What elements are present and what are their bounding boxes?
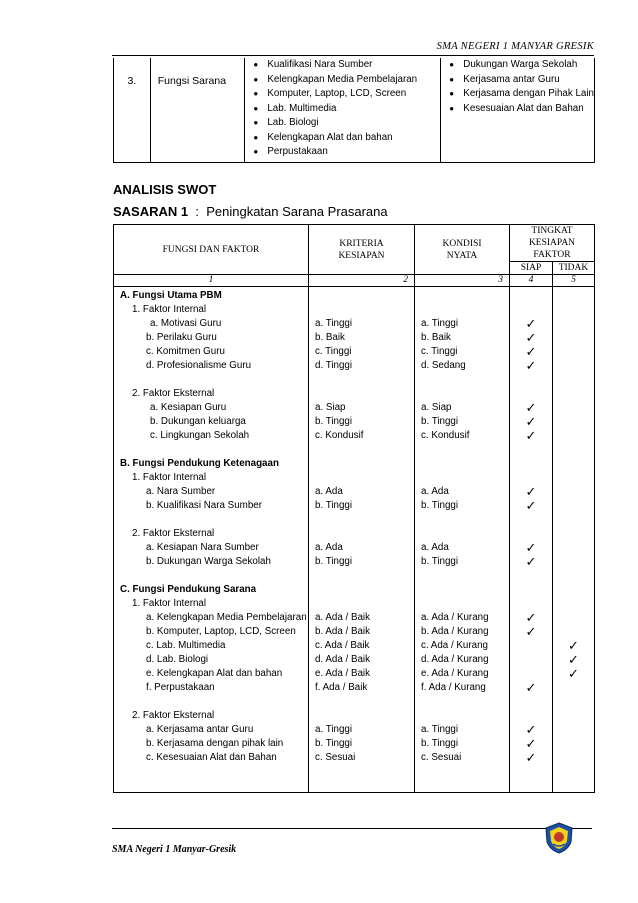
swot-table (113, 224, 595, 793)
header-rule (112, 55, 594, 56)
footer-rule (112, 828, 592, 829)
list-item: ● Komputer, Laptop, LCD, Screen (253, 87, 440, 102)
top-table (113, 58, 595, 163)
kriteria-value: d. Tinggi (315, 360, 353, 371)
factor-label: c. Komitmen Guru (146, 346, 225, 357)
col-header-kondisi-line: KONDISI (442, 238, 482, 249)
row-number: 3. (127, 75, 137, 87)
kondisi-value (421, 303, 509, 317)
check-mark-siap: ✓ (525, 400, 537, 415)
sasaran-text: Peningkatan Sarana Prasarana (206, 204, 388, 219)
kondisi-value: a. Ada (421, 486, 449, 497)
kriteria-value (315, 471, 414, 485)
kriteria-value (315, 387, 414, 401)
row-label: Fungsi Sarana (157, 75, 227, 87)
analysis-title: ANALISIS SWOT (113, 182, 217, 197)
kondisi-value: b. Tinggi (421, 416, 459, 427)
body-row (114, 287, 595, 793)
check-mark-tidak: ✓ (568, 652, 579, 667)
kondisi-value: a. Tinggi (421, 318, 459, 329)
factor-label: b. Perilaku Guru (146, 332, 217, 343)
kriteria-value: a. Ada (315, 542, 343, 553)
kriteria-value: b. Baik (315, 332, 345, 343)
kondisi-value: b. Tinggi (421, 738, 459, 749)
empty-cell (553, 415, 594, 429)
factor-label (120, 569, 308, 583)
empty-cell (510, 289, 552, 303)
kondisi-value: b. Tinggi (421, 556, 459, 567)
empty-cell (510, 457, 552, 471)
factor-label: b. Komputer, Laptop, LCD, Screen (146, 626, 296, 637)
kriteria-value (315, 289, 414, 303)
kriteria-value (315, 513, 414, 527)
factor-label: b. Dukungan Warga Sekolah (146, 556, 271, 567)
kriteria-column (309, 287, 415, 793)
col-header-siap: SIAP (510, 262, 553, 275)
kondisi-value: c. Sesuai (421, 752, 462, 763)
col-number: 1 (114, 275, 309, 287)
kriteria-value (315, 569, 414, 583)
col-header-tingkat-line: TINGKAT (531, 226, 573, 236)
kondisi-value: a. Ada (421, 542, 449, 553)
sasaran-line (113, 204, 388, 219)
factor-label: C. Fungsi Pendukung Sarana (120, 584, 257, 595)
empty-cell (510, 653, 552, 667)
empty-cell (510, 527, 552, 541)
empty-cell (553, 527, 594, 541)
empty-cell (553, 317, 594, 331)
empty-cell (553, 499, 594, 513)
school-logo-icon (544, 822, 574, 854)
empty-cell (553, 611, 594, 625)
conditions-list (441, 58, 594, 116)
kriteria-value: a. Ada / Baik (315, 612, 371, 623)
sasaran-separator: : (195, 204, 199, 219)
kondisi-value (421, 583, 509, 597)
factor-label: b. Kualifikasi Nara Sumber (146, 500, 262, 511)
empty-cell (510, 709, 552, 723)
kriteria-value: a. Siap (315, 402, 346, 413)
empty-cell (553, 541, 594, 555)
kondisi-value: f. Ada / Kurang (421, 682, 486, 693)
empty-cell (553, 555, 594, 569)
empty-cell (553, 583, 594, 597)
factor-label: a. Kerjasama antar Guru (146, 724, 254, 735)
empty-cell (553, 331, 594, 345)
empty-cell (510, 695, 552, 709)
kondisi-value (421, 695, 509, 709)
sasaran-label: SASARAN 1 (113, 204, 189, 219)
kondisi-value: d. Sedang (421, 360, 466, 371)
col-number: 2 (309, 275, 415, 287)
kriteria-value: b. Tinggi (315, 738, 353, 749)
empty-cell (553, 359, 594, 373)
empty-cell (553, 513, 594, 527)
list-item: ● Kesesuaian Alat dan Bahan (449, 102, 594, 117)
list-item: ● Lab. Biologi (253, 116, 440, 131)
kriteria-value: e. Ada / Baik (315, 668, 371, 679)
empty-cell (510, 667, 552, 681)
empty-cell (553, 597, 594, 611)
factor-label: f. Perpustakaan (146, 682, 215, 693)
kondisi-value (421, 569, 509, 583)
fungsi-column (114, 287, 309, 793)
factor-label: 2. Faktor Eksternal (132, 528, 215, 539)
empty-cell (510, 471, 552, 485)
check-mark-siap: ✓ (525, 414, 537, 429)
kriteria-value: a. Tinggi (315, 724, 353, 735)
factor-label: a. Kelengkapan Media Pembelajaran (146, 612, 307, 623)
col-header-kriteria (309, 225, 415, 275)
kondisi-value (421, 597, 509, 611)
factor-label: 1. Faktor Internal (132, 598, 207, 609)
check-mark-siap: ✓ (525, 428, 537, 443)
siap-column (510, 287, 553, 793)
kondisi-value: c. Ada / Kurang (421, 640, 488, 651)
kondisi-value: b. Tinggi (421, 500, 459, 511)
factor-label: 2. Faktor Eksternal (132, 710, 215, 721)
factor-label: a. Nara Sumber (146, 486, 216, 497)
list-item: ● Kelengkapan Alat dan bahan (253, 131, 440, 146)
kondisi-value (421, 443, 509, 457)
list-item: ● Perpustakaan (253, 145, 440, 160)
col-header-tidak: TIDAK (553, 262, 595, 275)
factor-label: d. Profesionalisme Guru (146, 360, 252, 371)
kondisi-value (421, 527, 509, 541)
col-header-tingkat-line: KESIAPAN (528, 238, 576, 248)
kriteria-value: a. Tinggi (315, 318, 353, 329)
col-number: 4 (510, 275, 553, 287)
factor-label: b. Dukungan keluarga (150, 416, 246, 427)
kriteria-value (315, 443, 414, 457)
empty-cell (553, 625, 594, 639)
kriteria-value (315, 373, 414, 387)
factor-label: a. Kesiapan Guru (150, 402, 227, 413)
row-label-cell (150, 58, 245, 163)
check-mark-tidak: ✓ (568, 638, 579, 653)
col-header-tingkat (510, 225, 595, 262)
kriteria-value: b. Tinggi (315, 556, 353, 567)
empty-cell (553, 429, 594, 443)
table-row (114, 58, 595, 163)
kondisi-value: a. Siap (421, 402, 452, 413)
kondisi-value (421, 289, 509, 303)
kondisi-column (415, 287, 510, 793)
kondisi-value: a. Ada / Kurang (421, 612, 489, 623)
factor-label: 2. Faktor Eksternal (132, 388, 215, 399)
factor-label: 1. Faktor Internal (132, 304, 207, 315)
col-number: 3 (415, 275, 510, 287)
empty-cell (553, 681, 594, 695)
empty-cell (553, 723, 594, 737)
kondisi-value: c. Kondusif (421, 430, 470, 441)
kondisi-value (421, 709, 509, 723)
factor-label (120, 443, 308, 457)
list-item: ● Kelengkapan Media Pembelajaran (253, 73, 440, 88)
empty-cell (553, 289, 594, 303)
kriteria-value: c. Tinggi (315, 346, 352, 357)
factor-label: c. Kesesuaian Alat dan Bahan (146, 752, 277, 763)
empty-cell (510, 639, 552, 653)
check-mark-siap: ✓ (525, 680, 537, 695)
kriteria-value: c. Sesuai (315, 752, 356, 763)
list-item: ● Kerjasama dengan Pihak Lain (449, 87, 594, 102)
kondisi-value: d. Ada / Kurang (421, 654, 489, 665)
header-row (114, 225, 595, 262)
kriteria-value: c. Kondusif (315, 430, 364, 441)
factor-label (120, 513, 308, 527)
check-mark-siap: ✓ (525, 736, 537, 751)
check-mark-siap: ✓ (525, 610, 537, 625)
kondisi-value (421, 387, 509, 401)
kriteria-value: a. Ada (315, 486, 343, 497)
empty-cell (553, 737, 594, 751)
empty-cell (553, 401, 594, 415)
kondisi-value: b. Baik (421, 332, 451, 343)
col-header-fungsi: FUNGSI DAN FAKTOR (114, 225, 309, 275)
check-mark-siap: ✓ (525, 750, 537, 765)
factor-label: a. Kesiapan Nara Sumber (146, 542, 259, 553)
tidak-column (553, 287, 595, 793)
empty-cell (553, 471, 594, 485)
criteria-cell (245, 58, 441, 163)
kondisi-value (421, 471, 509, 485)
list-item: ● Kerjasama antar Guru (449, 73, 594, 88)
kondisi-value (421, 373, 509, 387)
factor-label: e. Kelengkapan Alat dan bahan (146, 668, 283, 679)
empty-cell (553, 569, 594, 583)
kriteria-value: f. Ada / Baik (315, 682, 368, 693)
kriteria-value (315, 695, 414, 709)
empty-cell (510, 443, 552, 457)
check-mark-siap: ✓ (525, 344, 537, 359)
empty-cell (510, 513, 552, 527)
empty-cell (510, 387, 552, 401)
row-number-cell (114, 58, 151, 163)
empty-cell (553, 709, 594, 723)
factor-label: B. Fungsi Pendukung Ketenagaan (120, 458, 279, 469)
kondisi-value: b. Ada / Kurang (421, 626, 489, 637)
kriteria-value: b. Tinggi (315, 416, 353, 427)
kriteria-value (315, 583, 414, 597)
check-mark-siap: ✓ (525, 722, 537, 737)
kriteria-value (315, 303, 414, 317)
check-mark-siap: ✓ (525, 358, 537, 373)
col-number: 5 (553, 275, 595, 287)
factor-label: A. Fungsi Utama PBM (120, 290, 222, 301)
empty-cell (553, 695, 594, 709)
check-mark-tidak: ✓ (568, 666, 579, 681)
kriteria-value (315, 527, 414, 541)
col-header-kriteria-line: KRITERIA (339, 238, 384, 249)
empty-cell (510, 583, 552, 597)
factor-label: d. Lab. Biologi (146, 654, 209, 665)
factor-label (120, 373, 308, 387)
kriteria-value (315, 709, 414, 723)
empty-cell (510, 597, 552, 611)
footer-school: SMA Negeri 1 Manyar-Gresik (112, 844, 237, 855)
kondisi-value: c. Tinggi (421, 346, 458, 357)
factor-label: b. Kerjasama dengan pihak lain (146, 738, 284, 749)
col-header-tingkat-line: FAKTOR (533, 250, 571, 260)
empty-cell (510, 373, 552, 387)
empty-cell (553, 485, 594, 499)
check-mark-siap: ✓ (525, 498, 537, 513)
check-mark-siap: ✓ (525, 624, 537, 639)
kriteria-value: c. Ada / Baik (315, 640, 370, 651)
criteria-list (245, 58, 440, 160)
page-header-school: SMA NEGERI 1 MANYAR GRESIK (436, 41, 594, 52)
kriteria-value: b. Tinggi (315, 500, 353, 511)
number-row (114, 275, 595, 287)
kondisi-value: a. Tinggi (421, 724, 459, 735)
empty-cell (510, 303, 552, 317)
factor-label: a. Motivasi Guru (150, 318, 222, 329)
factor-label (120, 695, 308, 709)
check-mark-siap: ✓ (525, 540, 537, 555)
factor-label: 1. Faktor Internal (132, 472, 207, 483)
empty-cell (553, 387, 594, 401)
kriteria-value (315, 597, 414, 611)
empty-cell (510, 569, 552, 583)
check-mark-siap: ✓ (525, 330, 537, 345)
conditions-cell (441, 58, 595, 163)
factor-label: c. Lab. Multimedia (146, 640, 226, 651)
empty-cell (553, 457, 594, 471)
empty-cell (553, 373, 594, 387)
kriteria-value (315, 457, 414, 471)
empty-cell (553, 443, 594, 457)
factor-label: c. Lingkungan Sekolah (150, 430, 250, 441)
check-mark-siap: ✓ (525, 484, 537, 499)
kondisi-value: e. Ada / Kurang (421, 668, 489, 679)
check-mark-siap: ✓ (525, 316, 537, 331)
empty-cell (553, 345, 594, 359)
col-header-kriteria-line: KESIAPAN (338, 250, 385, 261)
empty-cell (553, 303, 594, 317)
empty-cell (553, 751, 594, 765)
kriteria-value: b. Ada / Baik (315, 626, 371, 637)
kondisi-value (421, 457, 509, 471)
list-item: ● Lab. Multimedia (253, 102, 440, 117)
kondisi-value (421, 513, 509, 527)
list-item: ● Kualifikasi Nara Sumber (253, 58, 440, 73)
check-mark-siap: ✓ (525, 554, 537, 569)
kriteria-value: d. Ada / Baik (315, 654, 371, 665)
col-header-kondisi-line: NYATA (446, 250, 478, 261)
list-item: ● Dukungan Warga Sekolah (449, 58, 594, 73)
col-header-kondisi (415, 225, 510, 275)
